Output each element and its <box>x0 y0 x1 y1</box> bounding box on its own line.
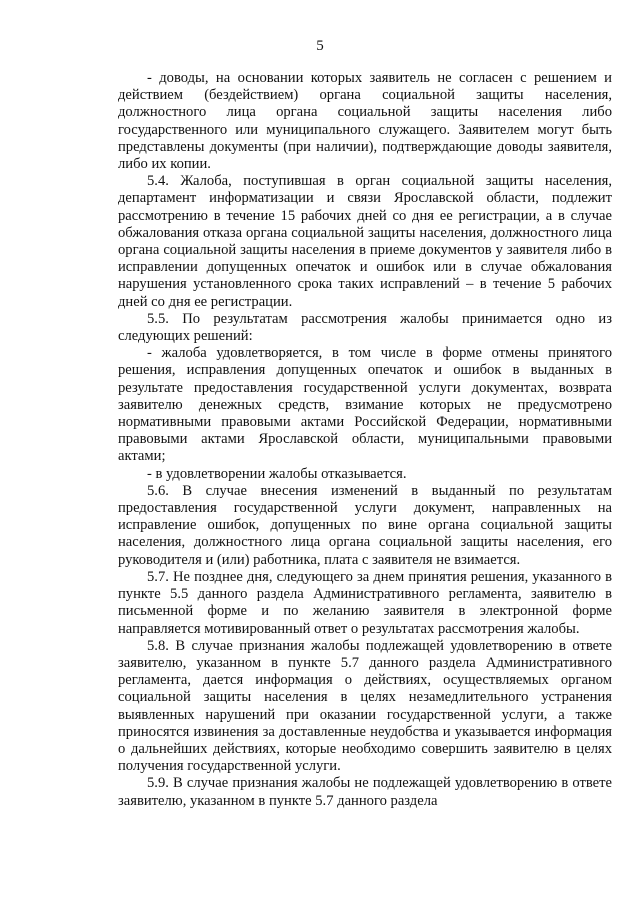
paragraph-complaint-refused: - в удовлетворении жалобы отказывается. <box>147 465 407 482</box>
paragraph-5-4: 5.4. Жалоба, поступившая в орган социальной защиты населения, департамент информатизации и связи Ярославской области, подлежит рассмотрению в течение 15 рабочих дней со дня ее регистрации, а в случае обжалования отказа органа социальной защиты населения, должностного лица органа социальной защиты населения в приеме документов у заявителя либо в исправлении допущенных опечаток и ошибок или в случае обжалования нарушения установленного срока таких исправлений – в течение 5 рабочих дней со дня ее регистрации. <box>118 173 612 310</box>
body-text <box>118 70 612 810</box>
paragraph-complaint-granted: - жалоба удовлетворяется, в том числе в форме отмены принятого решения, исправления допущенных опечаток и ошибок в выданных в результате предоставления государственной услуги документах, возврата заявителю денежных средств, взимание которых не предусмотрено нормативными правовыми актами Российской Федерации, нормативными правовыми актами Ярославской области, муниципальными правовыми актами; <box>118 345 612 465</box>
paragraph-5-9: 5.9. В случае признания жалобы не подлежащей удовлетворению в ответе заявителю, указанном в пункте 5.7 данного раздела <box>118 775 612 809</box>
paragraph-5-8: 5.8. В случае признания жалобы подлежащей удовлетворению в ответе заявителю, указанном в пункте 5.7 данного раздела Административного регламента, дается информация о действиях, осуществляемых органом социальной защиты населения в целях незамедлительного устранения выявленных нарушений при оказании государственной услуги, а также приносятся извинения за доставленные неудобства и указывается информация о дальнейших действиях, которые необходимо совершить заявителю в целях получения государственной услуги. <box>118 637 612 775</box>
paragraph-5-7: 5.7. Не позднее дня, следующего за днем принятия решения, указанного в пункте 5.5 данного раздела Административного регламента, заявителю в письменной форме и по желанию заявителя в электронной форме направляется мотивированный ответ о результатах рассмотрения жалобы. <box>118 568 612 637</box>
paragraph-5-6: 5.6. В случае внесения изменений в выданный по результатам предоставления государственной услуги документ, направленных на исправление ошибок, допущенных по вине органа социальной защиты населения, должностного лица органа социальной защиты населения, его руководителя и (или) работника, плата с заявителя не взимается. <box>118 482 612 568</box>
paragraph-complaint-arguments: - доводы, на основании которых заявитель не согласен с решением и действием (бездействием) органа социальной защиты населения, должностного лица органа социальной защиты населения либо государственного или муниципального служащего. Заявителем могут быть представлены документы (при наличии), подтверждающие доводы заявителя, либо их копии. <box>118 70 612 173</box>
page-number: 5 <box>316 38 324 54</box>
paragraph-5-5: 5.5. По результатам рассмотрения жалобы принимается одно из следующих решений: <box>118 310 612 345</box>
